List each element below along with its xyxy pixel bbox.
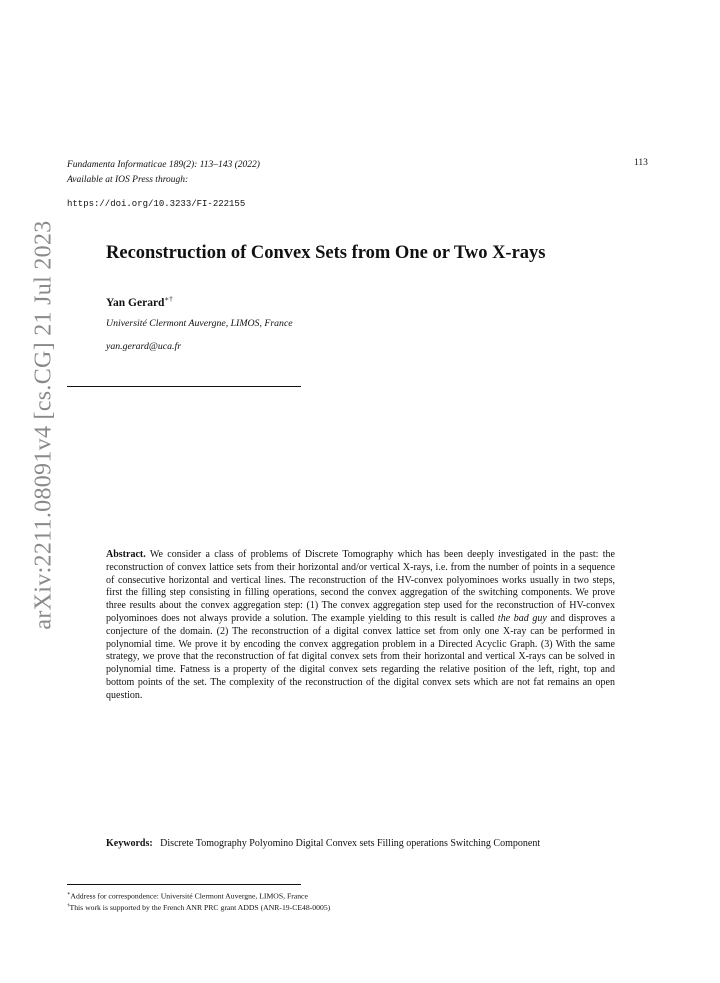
- author-line: [106, 295, 173, 309]
- journal-header: [67, 158, 260, 188]
- footnote-rule: [67, 884, 301, 885]
- footnote-text: Address for correspondence: Université Clermont Auvergne, LIMOS, France: [70, 891, 308, 901]
- journal-citation: Fundamenta Informaticae 189(2): 113–143 (2022): [67, 160, 260, 170]
- keywords-label: Keywords:: [106, 838, 153, 849]
- author-footnote-marks: ∗†: [164, 295, 173, 303]
- header-rule: [67, 386, 301, 387]
- doi-link[interactable]: https://doi.org/10.3233/FI-222155: [67, 199, 246, 209]
- abstract-text-part-2: and disproves a conjecture of the domain. (2) The reconstruction of a digital convex lattice set from only one X-ray can be performed in polynomial time. We prove it by encoding the convex aggregation problem in a Directed Acyclic Graph. (3) With the same strategy, we prove that the reconstruction of fat digital convex sets from their horizontal and vertical X-rays can be solved in polynomial time. Fatness is a property of the digital convex sets regarding the relative position of the left, right, top and bottom points of the set. The complexity of the reconstruction of the digital convex sets which are not fat remains an open question.: [106, 612, 616, 701]
- footnote-mark: †: [67, 903, 70, 909]
- abstract-label: Abstract.: [106, 549, 146, 560]
- author-affiliation: Université Clermont Auvergne, LIMOS, France: [106, 318, 293, 329]
- abstract-emphasis: the bad guy: [497, 612, 547, 624]
- footnote-correspondence: [67, 891, 308, 901]
- abstract-text-part-1: We consider a class of problems of Discrete Tomography which has been deeply investigated in the past: the reconstruction of convex lattice sets from their horizontal and/or vertical X-rays, i.e. from the number of points in a sequence of consecutive horizontal and vertical lines. The reconstruction of the HV-convex polyominoes works usually in two steps, first the filling step consisting in filling operations, second the convex aggregation of the switching components. We prove three results about the convex aggregation step: (1) The convex aggregation step used for the reconstruction of HV-convex polyominoes does not always provide a solution. The example yielding to this result is called: [106, 549, 615, 624]
- keywords-text: Discrete Tomography Polyomino Digital Convex sets Filling operations Switching Component: [160, 838, 541, 849]
- footnote-mark: ∗: [67, 892, 71, 897]
- abstract: [106, 549, 615, 703]
- arxiv-side-stamp: arXiv:2211.08091v4 [cs.CG] 21 Jul 2023: [30, 220, 57, 630]
- footnote-funding: [67, 903, 330, 912]
- page-number: 113: [634, 158, 648, 168]
- author-name: Yan Gerard: [106, 296, 165, 309]
- paper-title: Reconstruction of Convex Sets from One or Two X-rays: [106, 243, 546, 263]
- footnote-text: This work is supported by the French ANR PRC grant ADDS (ANR-19-CE48-0005): [69, 903, 331, 912]
- availability-note: Available at IOS Press through:: [67, 175, 189, 185]
- keywords: [106, 837, 615, 850]
- author-email[interactable]: yan.gerard@uca.fr: [106, 341, 182, 352]
